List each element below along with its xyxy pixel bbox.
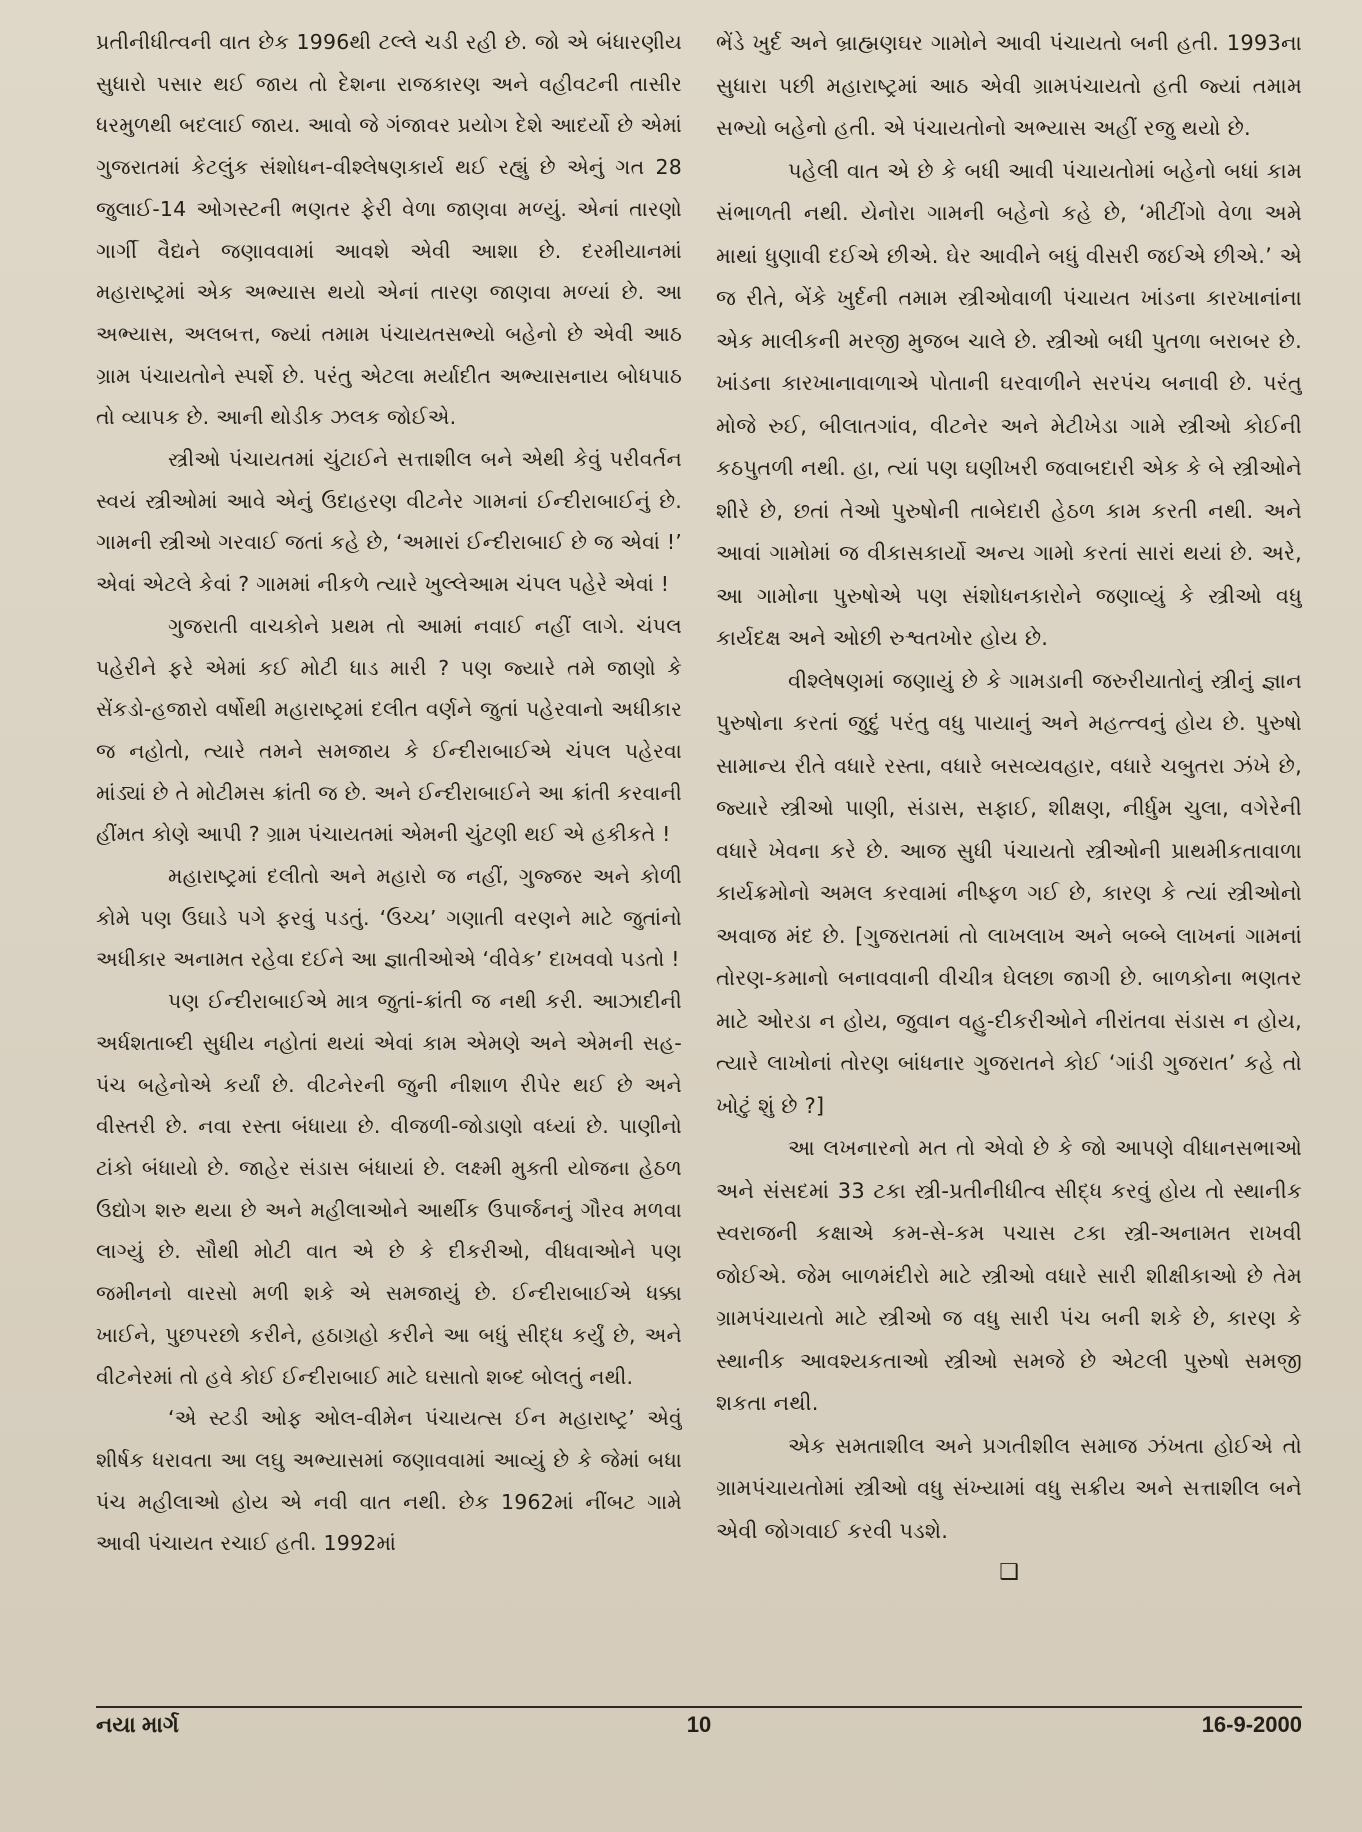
end-of-article-mark: ❑ <box>999 1560 1019 1585</box>
right-column <box>716 22 1302 1682</box>
paragraph: ગુજરાતી વાચકોને પ્રથમ તો આમાં નવાઈ નહીં લાગે. ચંપલ પહેરીને ફરે એમાં કઈ મોટી ધાડ મારી ? પણ જ્યારે તમે જાણો કે સેંકડો-હજારો વર્ષોથી મહારાષ્ટ્રમાં દલીત વર્ણને જુતાં પહેરવાનો અધીકાર જ નહોતો, ત્યારે તમને સમજાય કે ઈન્દીરાબાઈએ ચંપલ પહેરવા માંડ્યાં છે તે મોટીમસ ક્રાંતી જ છે. અને ઈન્દીરાબાઈને આ ક્રાંતી કરવાની હીંમત કોણે આપી ? ગ્રામ પંચાયતમાં એમની ચુંટણી થઈ એ હકીકતે ! <box>96 613 682 847</box>
paragraph: પ્રતીનીધીત્વની વાત છેક 1996થી ટલ્લે ચડી રહી છે. જો એ બંધારણીય સુધારો પસાર થઈ જાય તો દેશના રાજકારણ અને વહીવટની તાસીર ધરમુળથી બદલાઈ જાય. આવો જે ગંજાવર પ્રયોગ દેશે આદર્યો છે એમાં ગુજરાતમાં કેટલુંક સંશોધન-વીશ્લેષણકાર્ય થઈ રહ્યું છે એનું ગત 28 જુલાઈ-14 ઓગસ્ટની ભણતર ફેરી વેળા જાણવા મળ્યું. એનાં તારણો ગાર્ગી વૈદ્યને જણાવવામાં આવશે એવી આશા છે. દરમીયાનમાં મહારાષ્ટ્રમાં એક અભ્યાસ થયો એનાં તારણ જાણવા મળ્યાં છે. આ અભ્યાસ, અલબત્ત, જ્યાં તમામ પંચાયતસભ્યો બહેનો છે એવી આઠ ગ્રામ પંચાયતોને સ્પર્શે છે. પરંતુ એટલા મર્યાદીત અભ્યાસનાય બોધપાઠ તો વ્યાપક છે. આની થોડીક ઝલક જોઈએ. <box>96 30 682 430</box>
paragraph: એક સમતાશીલ અને પ્રગતીશીલ સમાજ ઝંખતા હોઈએ તો ગ્રામપંચાયતોમાં સ્ત્રીઓ વધુ સંખ્યામાં વધુ સક્રીય અને સત્તાશીલ બને એવી જોગવાઈ કરવી પડશે. <box>716 1433 1302 1543</box>
paragraph: મહારાષ્ટ્રમાં દલીતો અને મહારો જ નહીં, ગુજ્જર અને કોળી કોમે પણ ઉઘાડે પગે ફરવું પડતું. ‘ઉચ્ચ’ ગણાતી વરણને માટે જુતાંનો અધીકાર અનામત રહેવા દઈને આ જ્ઞાતીઓએ ‘વીવેક’ દાખવવો પડતો ! <box>96 864 682 972</box>
paragraph: ભેંડે ખુર્દ અને બ્રાહ્મણઘર ગામોને આવી પંચાયતો બની હતી. 1993ના સુધારા પછી મહારાષ્ટ્રમાં આઠ એવી ગ્રામપંચાયતો હતી જ્યાં તમામ સભ્યો બહેનો હતી. એ પંચાયતોનો અભ્યાસ અહીં રજુ થયો છે. <box>716 31 1302 140</box>
issue-date: 16-9-2000 <box>1201 1712 1302 1737</box>
paragraph: ‘એ સ્ટડી ઓફ ઓલ-વીમેન પંચાયત્સ ઈન મહારાષ્ટ્ર’ એવું શીર્ષક ધરાવતા આ લઘુ અભ્યાસમાં જણાવવામાં આવ્યું છે કે જેમાં બધા પંચ મહીલાઓ હોય એ નવી વાત નથી. છેક 1962માં નીંબટ ગામે આવી પંચાયત રચાઈ હતી. 1992માં <box>96 1406 682 1556</box>
article-body <box>96 22 1302 1682</box>
paragraph: સ્ત્રીઓ પંચાયતમાં ચુંટાઈને સત્તાશીલ બને એથી કેવું પરીવર્તન સ્વયં સ્ત્રીઓમાં આવે એનું ઉદાહરણ વીટનેર ગામનાં ઈન્દીરાબાઈનું છે. ગામની સ્ત્રીઓ ગરવાઈ જતાં કહે છે, ‘અમારાં ઈન્દીરાબાઈ છે જ એવાં !’ એવાં એટલે કેવાં ? ગામમાં નીકળે ત્યારે ખુલ્લેઆમ ચંપલ પહેરે એવાં ! <box>96 447 682 597</box>
paragraph: વીશ્લેષણમાં જણાયું છે કે ગામડાની જરુરીયાતોનું સ્ત્રીનું જ્ઞાન પુરુષોના કરતાં જુદું પરંતુ વધુ પાયાનું અને મહત્ત્વનું હોય છે. પુરુષો સામાન્ય રીતે વધારે રસ્તા, વધારે બસવ્યવહાર, વધારે ચબુતરા ઝંખે છે, જ્યારે સ્ત્રીઓ પાણી, સંડાસ, સફાઈ, શીક્ષણ, નીર્ધુમ ચુલા, વગેરેની વધારે ખેવના કરે છે. આજ સુધી પંચાયતો સ્ત્રીઓની પ્રાથમીકતાવાળા કાર્યક્રમોનો અમલ કરવામાં નીષ્ફળ ગઈ છે, કારણ કે ત્યાં સ્ત્રીઓનો અવાજ મંદ છે. [ગુજરાતમાં તો લાખલાખ અને બબ્બે લાખનાં ગામનાં તોરણ-કમાનો બનાવવાની વીચીત્ર ઘેલછા જાગી છે. બાળકોના ભણતર માટે ઓરડા ન હોય, જુવાન વહુ-દીકરીઓને નીરાંતવા સંડાસ ન હોય, ત્યારે લાખોનાં તોરણ બાંધનાર ગુજરાતને કોઈ ‘ગાંડી ગુજરાત’ કહે તો ખોટું શું છે ?] <box>716 668 1302 1118</box>
page-number: 10 <box>686 1712 712 1737</box>
paragraph: પણ ઈન્દીરાબાઈએ માત્ર જુતાં-ક્રાંતી જ નથી કરી. આઝાદીની અર્ધશતાબ્દી સુધીય નહોતાં થયાં એવાં કામ એમણે અને એમની સહ-પંચ બહેનોએ કર્યાં છે. વીટનેરની જુની નીશાળ રીપેર થઈ છે અને વીસ્તરી છે. નવા રસ્તા બંધાયા છે. વીજળી-જોડાણો વધ્યાં છે. પાણીનો ટાંકો બંધાયો છે. જાહેર સંડાસ બંધાયાં છે. લક્ષ્મી મુક્તી યોજના હેઠળ ઉદ્યોગ શરુ થયા છે અને મહીલાઓને આર્થીક ઉપાર્જનનું ગૌરવ મળવા લાગ્યું છે. સૌથી મોટી વાત એ છે કે દીકરીઓ, વીધવાઓને પણ જમીનનો વારસો મળી શકે એ સમજાયું છે. ઈન્દીરાબાઈએ ધક્કા ખાઈને, પુછપરછો કરીને, હઠાગ્રહો કરીને આ બધું સીદ્ધ કર્યું છે, અને વીટનેરમાં તો હવે કોઈ ઈન્દીરાબાઈ માટે ઘસાતો શબ્દ બોલતું નથી. <box>96 989 682 1389</box>
page-footer <box>96 1712 1302 1752</box>
paragraph: પહેલી વાત એ છે કે બધી આવી પંચાયતોમાં બહેનો બધાં કામ સંભાળતી નથી. યેનોરા ગામની બહેનો કહે છે, ‘મીટીંગો વેળા અમે માથાં ધુણાવી દઈએ છીએ. ઘેર આવીને બધું વીસરી જઈએ છીએ.’ એ જ રીતે, બેંકે ખુર્દની તમામ સ્ત્રીઓવાળી પંચાયત ખાંડના કારખાનાંના એક માલીકની મરજી મુજબ ચાલે છે. સ્ત્રીઓ બધી પુતળા બરાબર છે. ખાંડના કારખાનાવાળાએ પોતાની ઘરવાળીને સરપંચ બનાવી છે. પરંતુ મોજે રુઈ, બીલાતગાંવ, વીટનેર અને મેટીખેડા ગામે સ્ત્રીઓ કોઈની કઠપુતળી નથી. હા, ત્યાં પણ ઘણીખરી જવાબદારી એક કે બે સ્ત્રીઓને શીરે છે, છતાં તેઓ પુરુષોની તાબેદારી હેઠળ કામ કરતી નથી. અને આવાં ગામોમાં જ વીકાસકાર્યો અન્ય ગામો કરતાં સારાં થયાં છે. અરે, આ ગામોના પુરુષોએ પણ સંશોધનકારોને જણાવ્યું કે સ્ત્રીઓ વધુ કાર્યદક્ષ અને ઓછી રુશ્વતખોર હોય છે. <box>716 158 1302 650</box>
paragraph: આ લખનારનો મત તો એવો છે કે જો આપણે વીધાનસભાઓ અને સંસદમાં 33 ટકા સ્ત્રી-પ્રતીનીધીત્વ સીદ્ધ કરવું હોય તો સ્થાનીક સ્વરાજની કક્ષાએ કમ-સે-કમ પચાસ ટકા સ્ત્રી-અનામત રાખવી જોઈએ. જેમ બાળમંદીરો માટે સ્ત્રીઓ વધારે સારી શીક્ષીકાઓ છે તેમ ગ્રામપંચાયતો માટે સ્ત્રીઓ જ વધુ સારી પંચ બની શકે છે, કારણ કે સ્થાનીક આવશ્યકતાઓ સ્ત્રીઓ સમજે છે એટલી પુરુષો સમજી શકતા નથી. <box>716 1136 1302 1415</box>
footer-divider <box>96 1706 1302 1708</box>
left-column <box>96 22 682 1682</box>
publication-name: નયા માર્ગ <box>96 1712 179 1737</box>
